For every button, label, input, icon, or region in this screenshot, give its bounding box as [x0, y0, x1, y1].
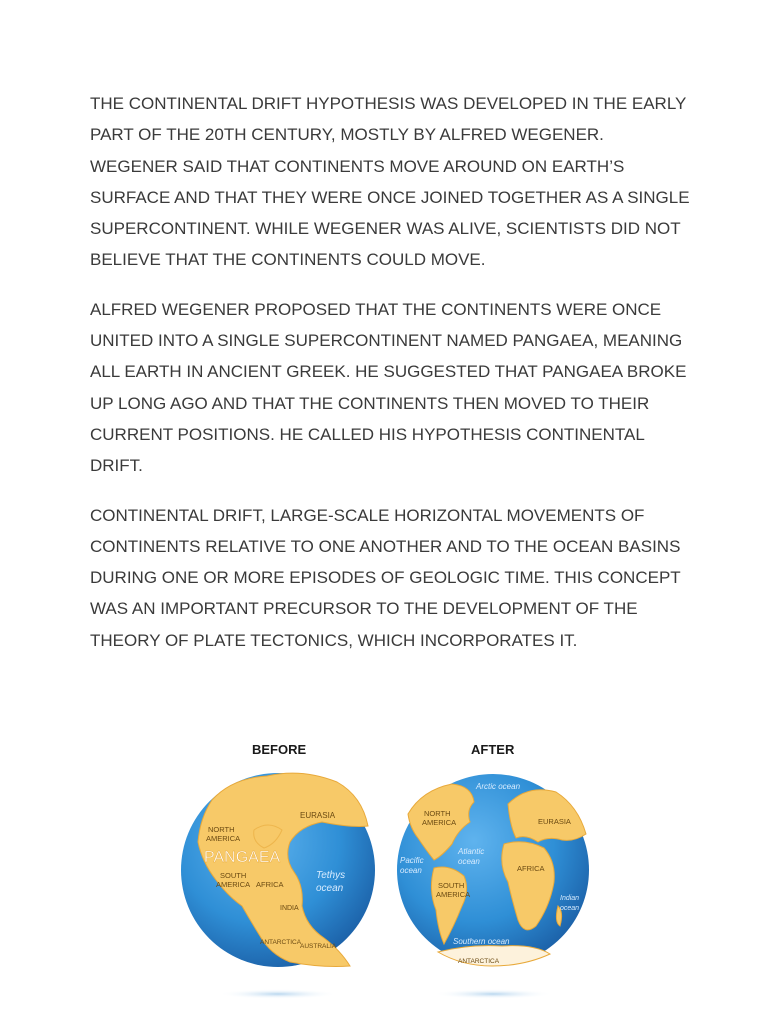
paragraph-2: ALFRED WEGENER PROPOSED THAT THE CONTINENTS WERE ONCE UNITED INTO A SINGLE SUPERCONTINENT NAMED PANGAEA, MEANING ALL EARTH IN ANCIENT GREEK. HE SUGGESTED THAT PANGAEA BROKE UP LONG AGO AND THAT THE CONTINENTS THEN MOVED TO THEIR CURRENT POSITIONS. HE CALLED HIS HYPOTHESIS CONTINENTAL DRIFT. [90, 299, 687, 476]
label-atlantic-1: Atlantic [458, 847, 485, 856]
label-south-1: SOUTH [438, 881, 465, 890]
label-south-2: AMERICA [436, 890, 471, 899]
label-north-2: AMERICA [206, 834, 241, 843]
label-pangaea: PANGAEA [204, 849, 281, 866]
label-north-2: AMERICA [422, 818, 457, 827]
label-tethys-2: ocean [316, 883, 344, 894]
label-arctic: Arctic ocean [476, 782, 521, 791]
label-atlantic-2: ocean [458, 857, 480, 866]
label-pacific-2: ocean [400, 866, 422, 875]
paragraph-3: CONTINENTAL DRIFT, LARGE-SCALE HORIZONTAL MOVEMENTS OF CONTINENTS RELATIVE TO ONE ANOTHER AND TO THE OCEAN BASINS DURING ONE OR MORE EPISODES OF GEOLOGIC TIME. THIS CONCEPT WAS AN IMPORTANT PRECURSOR TO THE DEVELOPMENT OF THE THEORY OF PLATE TECTONICS, WHICH INCORPORATES IT. [90, 505, 681, 650]
before-globe [181, 773, 375, 999]
eurasia-landmass [508, 790, 586, 842]
label-antarctica: ANTARCTICA [260, 939, 302, 946]
label-southern: Southern ocean [453, 937, 510, 946]
label-pacific-1: Pacific [400, 856, 424, 865]
label-tethys-1: Tethys [316, 870, 346, 881]
body-text [90, 88, 690, 674]
label-north-1: NORTH [208, 825, 235, 834]
globes-illustration [172, 730, 592, 1024]
label-north-1: NORTH [424, 809, 451, 818]
label-eurasia: EURASIA [300, 811, 336, 820]
label-indian-2: ocean [560, 905, 580, 912]
label-eurasia: EURASIA [538, 817, 571, 826]
continental-drift-figure [172, 730, 592, 1024]
label-indian-1: Indian [560, 895, 580, 902]
label-south-2: AMERICA [216, 880, 251, 889]
after-title: AFTER [471, 742, 515, 757]
paragraph-1: THE CONTINENTAL DRIFT HYPOTHESIS WAS DEVELOPED IN THE EARLY PART OF THE 20TH CENTURY, MOSTLY BY ALFRED WEGENER. WEGENER SAID THAT CONTINENTS MOVE AROUND ON EARTH’S SURFACE AND THAT THEY WERE ONCE JOINED TOGETHER AS A SINGLE SUPERCONTINENT. WHILE WEGENER WAS ALIVE, SCIENTISTS DID NOT BELIEVE THAT THE CONTINENTS COULD MOVE. [90, 94, 690, 270]
label-india: INDIA [280, 905, 299, 912]
label-south-1: SOUTH [220, 871, 247, 880]
label-africa: AFRICA [517, 864, 545, 873]
label-australia: AUSTRALIA [300, 943, 337, 950]
after-globe [397, 774, 589, 999]
before-title: BEFORE [252, 742, 307, 757]
label-africa: AFRICA [256, 880, 284, 889]
label-antarctica: ANTARCTICA [458, 958, 500, 965]
